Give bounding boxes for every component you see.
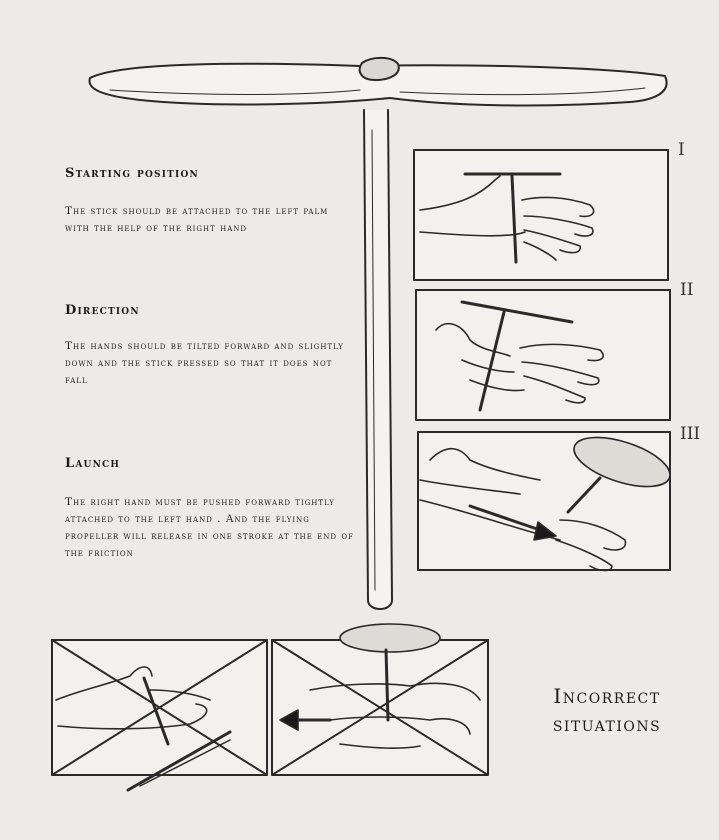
numeral-panel-3: III <box>680 424 701 444</box>
propeller-blade <box>89 58 666 106</box>
incorrect-panel-left <box>52 640 267 790</box>
heading-starting-position: Starting position <box>65 166 199 181</box>
heading-direction: Direction <box>65 303 140 318</box>
panel-launch <box>418 428 676 571</box>
heading-launch: Launch <box>65 456 121 471</box>
text-direction: The hands should be tilted forward and slightly down and the stick pressed so that it does not fall <box>65 340 344 386</box>
text-launch: The right hand must be pushed forward tightly attached to the left hand . And the flying propeller will release in one stroke at the end of the friction <box>65 496 354 559</box>
numeral-panel-2: II <box>680 280 694 300</box>
incorrect-situations-label <box>522 682 692 738</box>
panel-direction <box>416 290 670 420</box>
propeller-stick <box>364 110 392 609</box>
text-starting-position: The stick should be attached to the left palm with the help of the right hand <box>65 205 329 234</box>
numeral-panel-1: I <box>678 140 685 160</box>
panel-starting-position <box>414 150 668 280</box>
incorrect-line-2: situations <box>552 712 662 736</box>
incorrect-panel-right <box>272 624 488 775</box>
incorrect-line-1: Incorrect <box>553 684 661 708</box>
